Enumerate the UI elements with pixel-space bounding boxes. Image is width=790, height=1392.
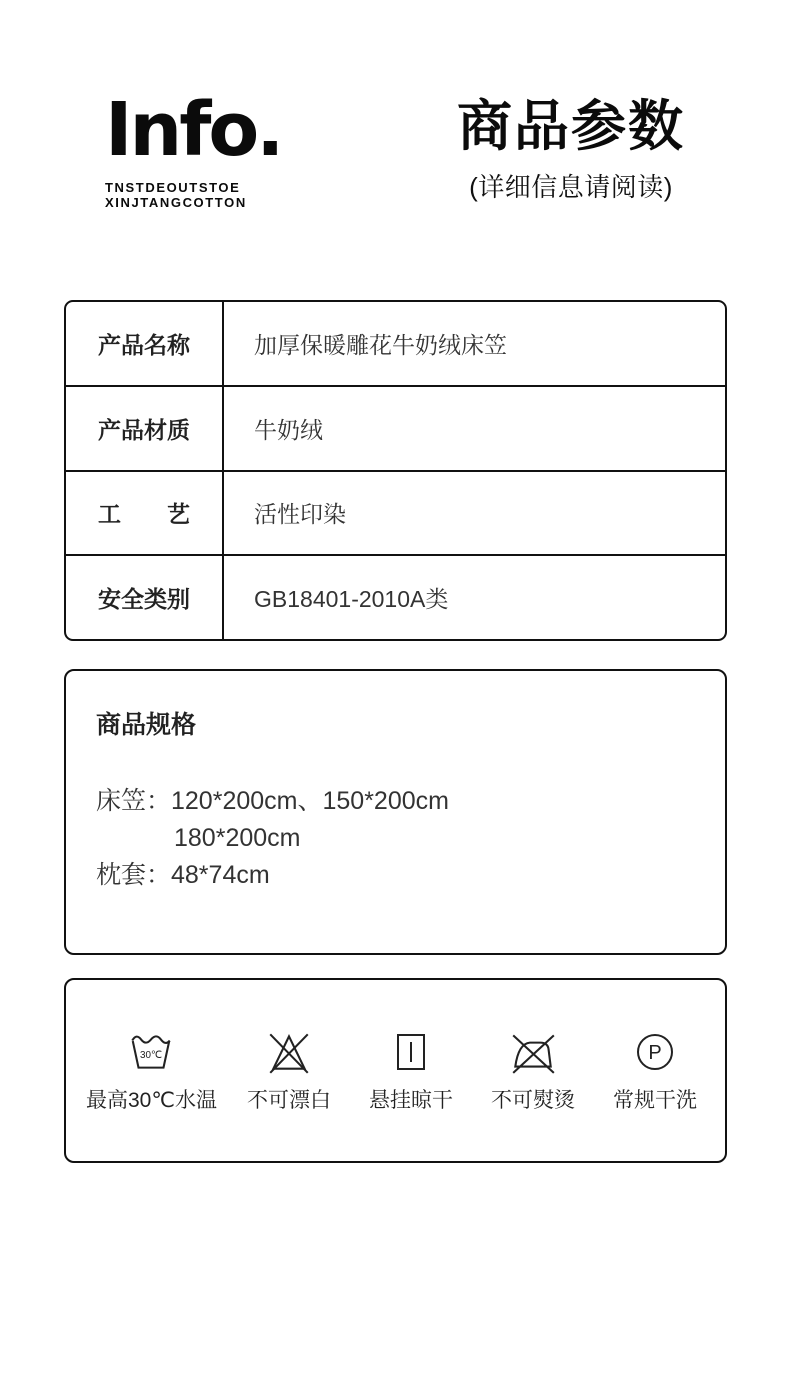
- spec-lines: [96, 783, 695, 894]
- product-spec-box: [64, 669, 727, 955]
- dry-clean-icon: [631, 1027, 679, 1077]
- page-title: 商品参数: [456, 95, 685, 157]
- param-label-safety-class: 安全类别: [66, 556, 224, 639]
- wash-temp-text: 30℃: [140, 1050, 163, 1062]
- spec-line-sheet-size-extra: 180*200cm: [174, 824, 301, 852]
- care-item-dry-clean: [605, 1027, 705, 1114]
- table-row: [66, 302, 725, 387]
- care-label-wash: 最高30℃水温: [86, 1089, 217, 1112]
- care-label-dry-clean: 常规干洗: [612, 1089, 697, 1112]
- care-label-hang-dry: 悬挂晾干: [368, 1089, 453, 1112]
- brand-logo: Info.: [105, 87, 282, 173]
- hang-dry-icon: [387, 1027, 435, 1077]
- param-value-safety-class: GB18401-2010A类: [254, 586, 449, 613]
- care-instructions-box: [64, 978, 727, 1163]
- care-item-bleach: [239, 1027, 339, 1114]
- table-row: [66, 387, 725, 472]
- spec-box-title: 商品规格: [96, 711, 197, 739]
- care-item-hang-dry: [361, 1027, 461, 1114]
- brand-logo-block: [105, 87, 282, 211]
- table-row: [66, 472, 725, 557]
- param-label-craft: 工 艺: [66, 472, 224, 555]
- param-label-product-name: 产品名称: [66, 302, 224, 385]
- brand-tagline: [105, 180, 281, 211]
- do-not-bleach-icon: [264, 1027, 314, 1077]
- param-value-craft: 活性印染: [254, 501, 346, 528]
- param-value-product-name: 加厚保暖雕花牛奶绒床笠: [254, 331, 507, 358]
- care-item-iron: [483, 1027, 583, 1114]
- spec-line-pillowcase-size: 枕套：48*74cm: [96, 861, 270, 889]
- care-label-iron: 不可熨烫: [490, 1089, 575, 1112]
- product-params-table: [64, 300, 727, 641]
- brand-tagline-line1: TNSTDEOUTSTOE: [105, 179, 241, 195]
- param-value-material: 牛奶绒: [254, 416, 323, 443]
- wash-30c-icon: [125, 1027, 177, 1077]
- page-subtitle: (详细信息请阅读): [469, 171, 673, 202]
- brand-tagline-line2: XINJTANGCOTTON: [105, 195, 247, 211]
- param-label-material: 产品材质: [66, 387, 224, 470]
- table-row: [66, 556, 725, 639]
- page-title-block: [448, 96, 694, 204]
- do-not-iron-icon: [507, 1027, 559, 1077]
- spec-line-sheet-sizes: 床笠：120*200cm、150*200cm: [96, 787, 449, 815]
- care-label-bleach: 不可漂白: [246, 1089, 331, 1112]
- care-item-wash: [86, 1027, 217, 1114]
- dry-clean-letter: P: [648, 1042, 662, 1064]
